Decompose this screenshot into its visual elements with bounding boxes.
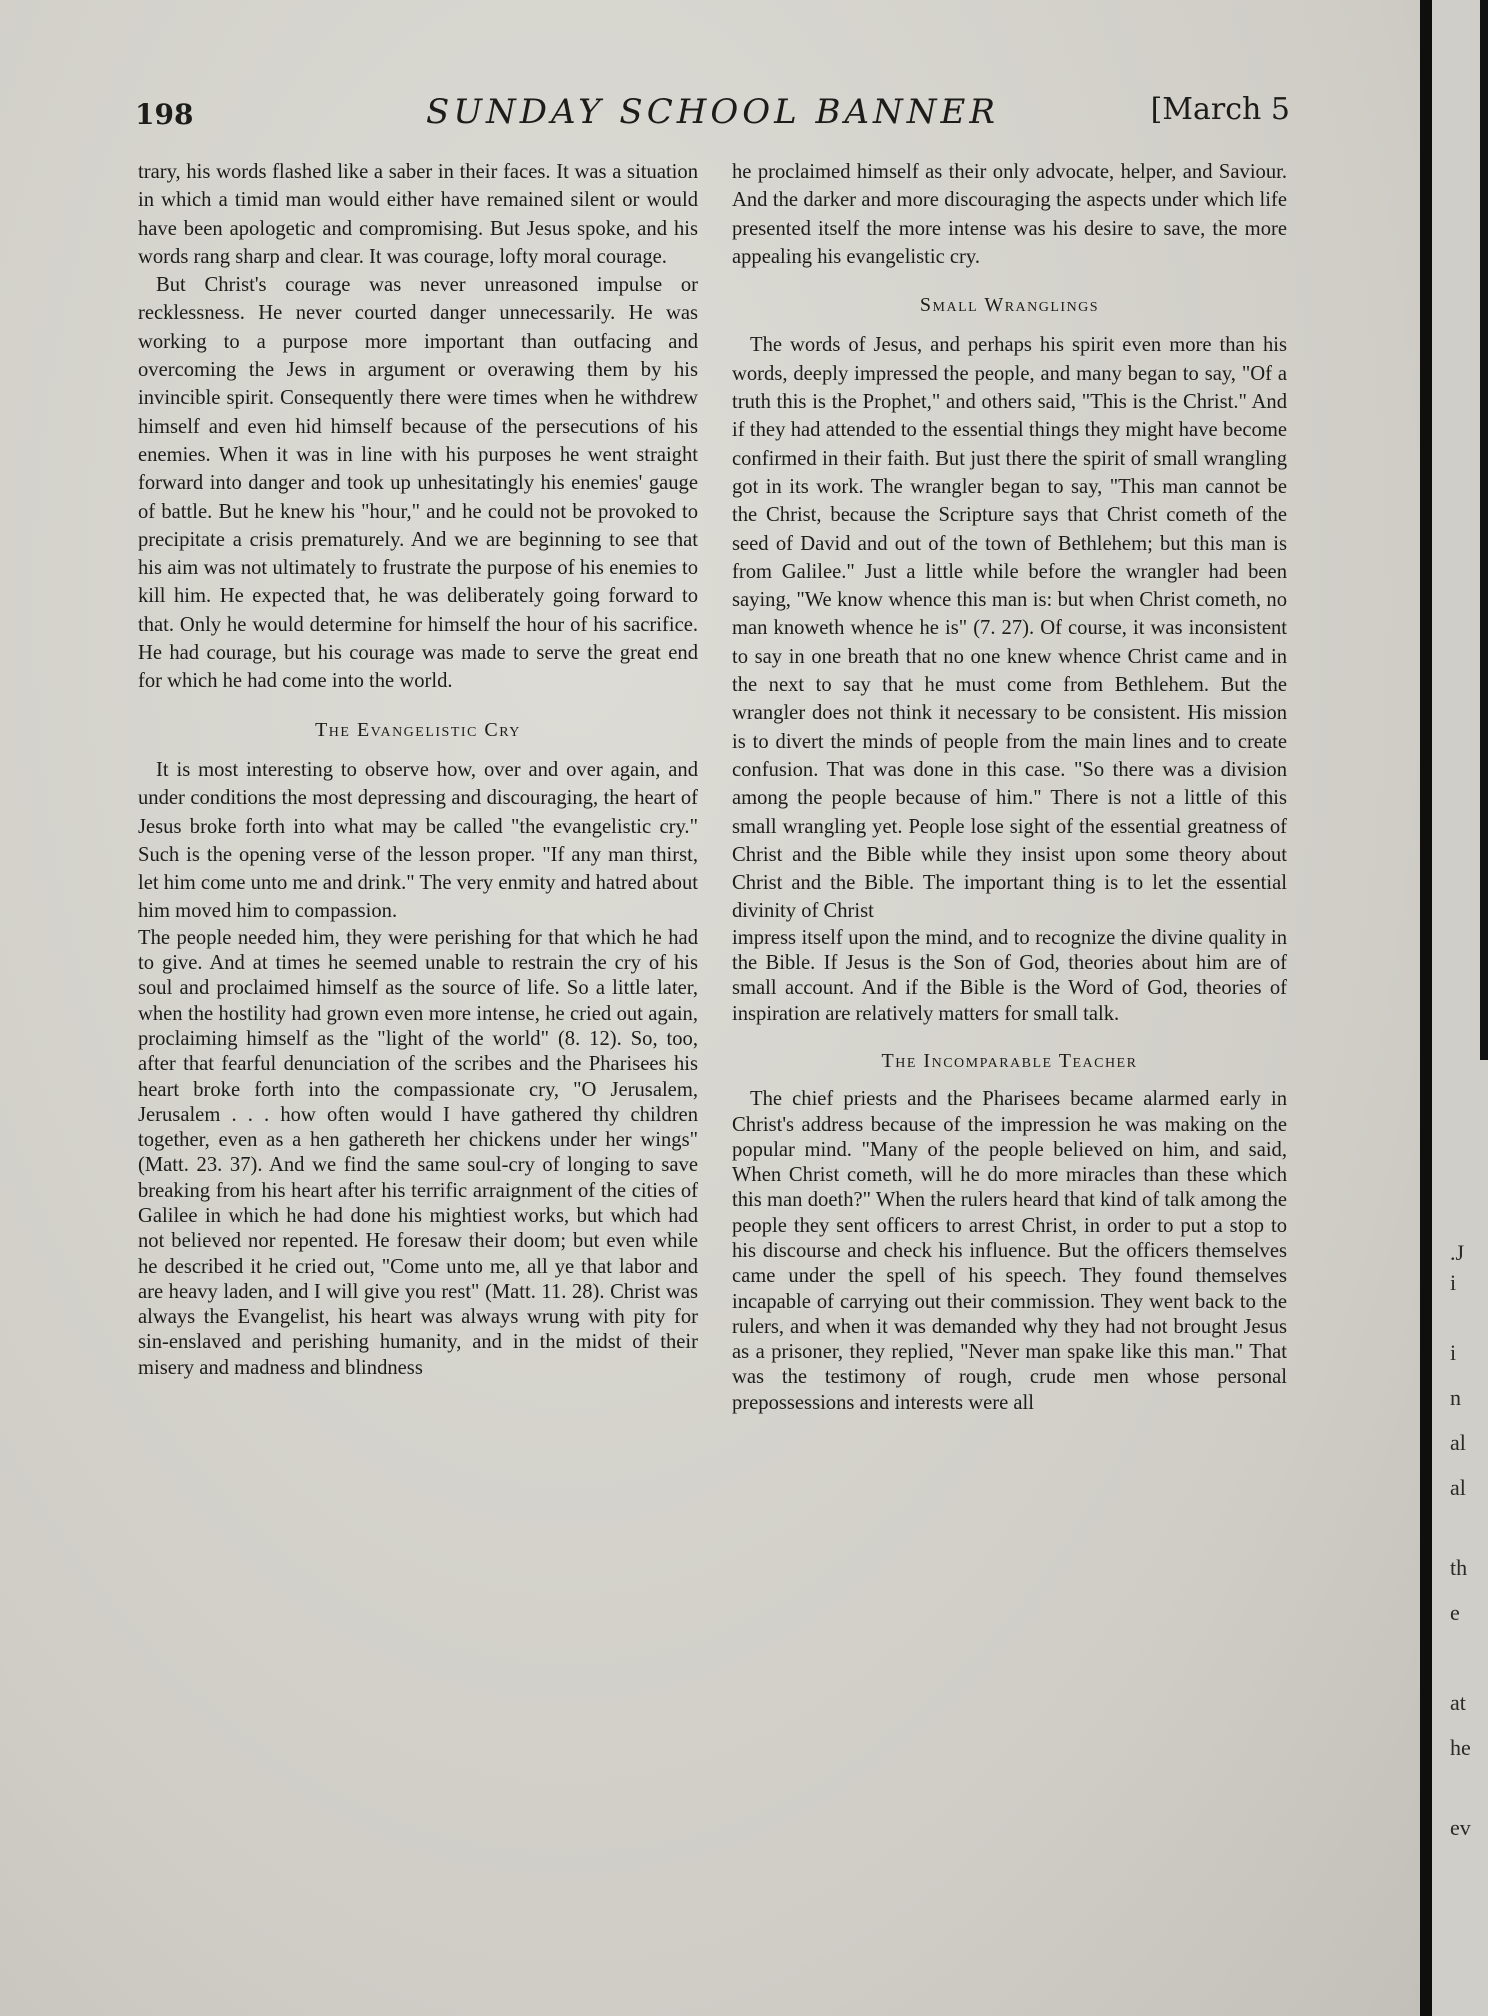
paragraph: impress itself upon the mind, and to recognize the divine quality in the Bible. If Jesus is the Son of God, theories about him are of small account. And if the Bible is the Word of God, theories of inspiration are relatively matters for small talk. [732,926,1287,1025]
paragraph: The words of Jesus, and perhaps his spirit even more than his words, deeply impressed the people, and many began to say, "Of a truth this is the Prophet," and others said, "This is the Christ." And if they had attended to the essential things they might have become confirmed in their faith. But just there the spirit of small wrangling got in its work. The wrangler began to say, "This man cannot be the Christ, because the Scripture says that Christ cometh of the seed of David and out of the town of Bethlehem; but this man is from Galilee." Just a little while before the wrangler had been saying, "We know whence this man is: but when Christ cometh, no man knoweth whence he is" (7. 27). Of course, it was inconsistent to say in one breath that no one knew whence Christ came and in the next to say that he must come from Bethlehem. But the wrangler does not think it necessary to be consistent. His mission is to divert the minds of people from the main lines and to create confusion. That was done in this case. "So there was a division among the people because of him." There is not a little of this small wrangling yet. People lose sight of the essential greatness of Christ and the Bible while they insist upon some theory about Christ and the Bible. The important thing is to let the essential divinity of Christ [732,334,1287,923]
running-title: SUNDAY SCHOOL BANNER [426,92,999,132]
facing-page-fragment: e [1450,1600,1460,1625]
paragraph: But Christ's courage was never unreasoned impulse or recklessness. He never courted danger unnecessarily. He was working to a purpose more important than outfacing and overcoming the Jews in argument or overawing them by his invincible spirit. Consequently there were times when he withdrew himself and even hid himself because of the persecutions of his enemies. When it was in line with his purposes he went straight forward into danger and took up unhesitatingly his enemies' gauge of battle. But he knew his "hour," and he could not be provoked to precipitate a crisis prematurely. And we are beginning to see that his aim was not ultimately to frustrate the purpose of his enemies to kill him. He expected that, he was deliberately going forward to that. Only he would determine for himself the hour of his sacrifice. He had courage, but his courage was made to serve the great end for which he had come into the world. [138,274,698,693]
paragraph: The chief priests and the Pharisees became alarmed early in Christ's address because of the impression he was making on the popular mind. "Many of the people believed on him, and said, When Christ cometh, will he do more miracles than these which this man doeth?" When the rulers heard that kind of talk among the people they sent officers to arrest Christ, in order to put a stop to his discourse and check his influence. But the officers themselves came under the spell of his speech. They found themselves incapable of carrying out their commission. They went back to the rulers, and when it was demanded why they had not brought Jesus as a prisoner, they replied, "Never man spake like this man." That was the testimony of rough, crude men whose personal prepossessions and interests were all [732,1088,1287,1414]
facing-page-fragment: he [1450,1735,1471,1760]
facing-page-fragment: ev [1450,1815,1471,1840]
page-number: 198 [135,98,194,131]
right-column [732,158,1287,1416]
facing-page-rule [1480,0,1488,1060]
facing-page-fragment: al [1450,1430,1466,1455]
left-column [138,158,698,1381]
paragraph: The people needed him, they were perishing for that which he had to give. And at times he seemed unable to restrain the cry of his soul and proclaimed himself as the source of life. So a little later, when the hostility had grown even more intense, he cried out again, proclaiming himself as the "light of the world" (8. 12). So, too, after that fearful denunciation of the scribes and the Pharisees his heart broke forth into the compassionate cry, "O Jerusalem, Jerusalem . . . how often would I have gathered thy children together, even as a hen gathereth her chickens under her wings" (Matt. 23. 37). And we find the same soul-cry of longing to save breaking from his heart after his terrific arraignment of the cities of Galilee in which he had done his mightiest works, but which had not believed nor repented. He foresaw their doom; but even while he described it he cried out, "Come unto me, all ye that labor and are heavy laden, and I will give you rest" (Matt. 11. 28). Christ was always the Evangelist, his heart was always wrung with pity for sin-enslaved and perishing humanity, and in the midst of their misery and madness and blindness [138,926,698,1379]
section-heading: The Incomparable Teacher [881,1049,1138,1072]
section-heading: The Evangelistic Cry [315,718,521,741]
facing-page-edge [1432,0,1488,2016]
section-heading: Small Wranglings [919,294,1100,317]
facing-page-fragment: al [1450,1475,1466,1500]
facing-page-fragment: .J [1450,1240,1465,1265]
facing-page-fragment: i [1450,1270,1457,1295]
paragraph: he proclaimed himself as their only advocate, helper, and Saviour. And the darker and more discouraging the aspects under which life presented itself the more intense was his desire to save, the more appealing his evangelistic cry. [732,161,1287,268]
paragraph: It is most interesting to observe how, over and over again, and under conditions the most depressing and discouraging, the heart of Jesus broke forth into what may be called "the evangelistic cry." Such is the opening verse of the lesson proper. "If any man thirst, let him come unto me and drink." The very enmity and hatred about him moved him to compassion. [138,758,698,923]
paragraph: trary, his words flashed like a saber in their faces. It was a situation in which a timid man would either have remained silent or would have been apologetic and compromising. But Jesus spoke, and his words rang sharp and clear. It was courage, lofty moral courage. [138,161,698,268]
page-header [135,92,1290,138]
facing-page-fragment: th [1450,1555,1468,1580]
issue-date: [March 5 [1150,92,1290,127]
facing-page-fragment: at [1450,1690,1466,1715]
facing-page-fragment: n [1450,1385,1461,1410]
facing-page-fragment: i [1450,1340,1457,1365]
